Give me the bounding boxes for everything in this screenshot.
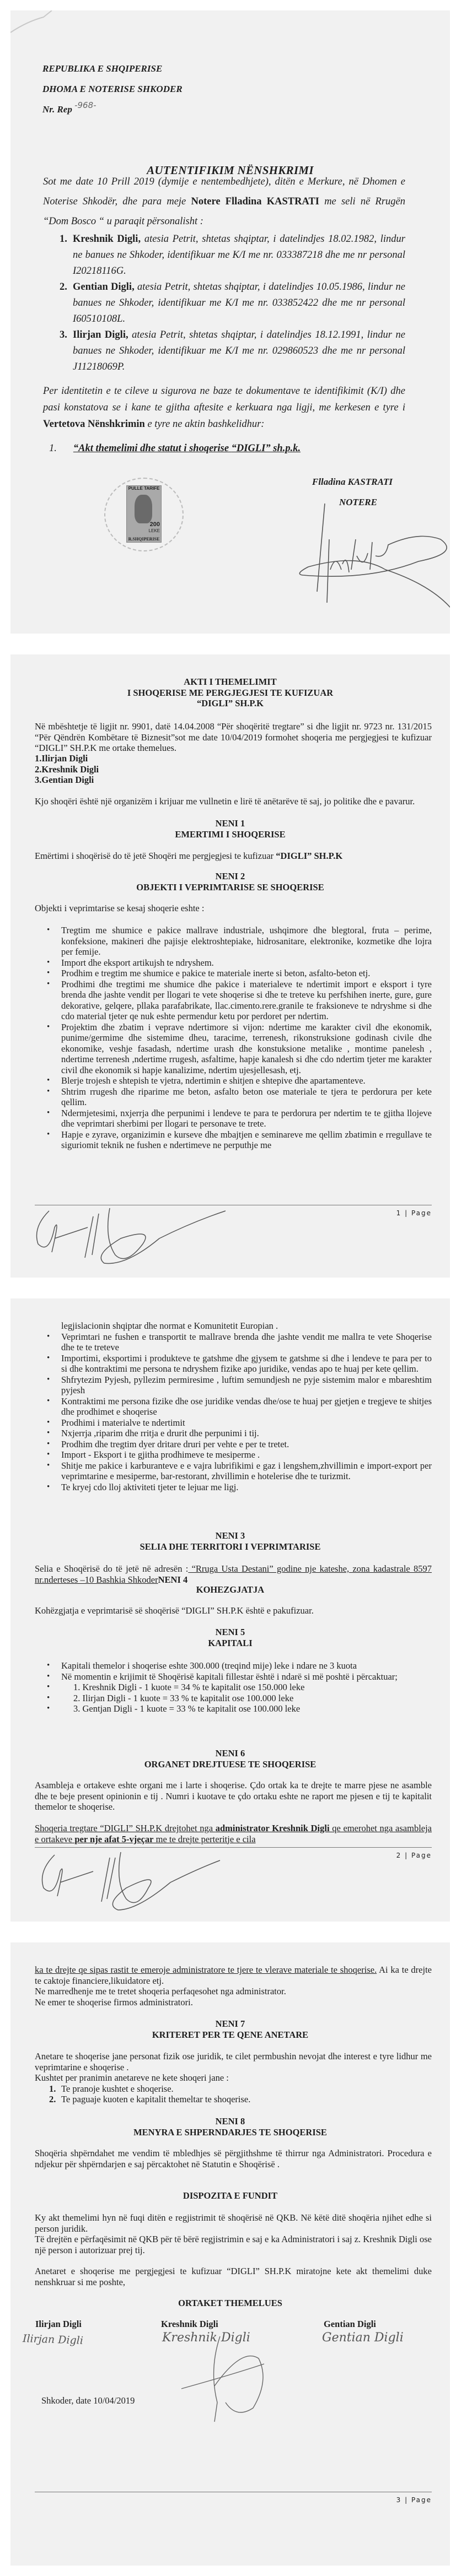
handwritten-signature-gentian: Gentian Digli [322, 2331, 404, 2345]
admin-text: ka te drejte qe sipas rastit te emeroje administratore te tjere te vlerave materiale te shoqerise. [35, 1965, 377, 1975]
verification-text: Per identitetin e te cileve u sigurova ne baze te dokumentave te identifikimit (K/I) dhe pasi konstatova se i kane te gjitha aftesite e kerkuara nga ligji, me kerkesen e tyre i [43, 386, 405, 413]
verification-paragraph [43, 383, 405, 432]
seat-address: “Rruga Usta Destani” godine nje kateshe, zona kadastrale 8597 nr.nderteses –10 Bashkia Shkoder [35, 1563, 432, 1585]
capital-item: • Në momentin e krijimit të Shoqërisë kapitali fillestar është i ndarë si më poshtë i përcaktuar; [61, 1671, 432, 1682]
notary-page [10, 10, 450, 634]
signatory-name: Gentian Digli [324, 2319, 376, 2329]
nature-paragraph: Kjo shoqëri është një organizëm i krijuar me vullnetin e lirë të anëtarëve të saj, jo politike dhe e pavarur. [35, 796, 415, 807]
activity-item: • Projektim dhe zbatim i veprave ndertimore si vijon: ndertime me karakter civil dhe ekonomik, punime/germime dhe sistemime dheu, taracime, terrenesh, rikonstruksione godinash civile dhe ekonomike, veshje fasadash, ndertime urash dhe konstuksione metalike , montime panelesh , ndertime terrenesh ,ndertime rrugesh, asfaltime, hapje kanalesh si dhe cdo ndertim tjeter me karakter civil dhe ekonomik si hapje kanalizime, ndertim ujesjellesash, etj. [61, 1022, 432, 1076]
condition-text: Te pranoje kushtet e shoqerise. [61, 2083, 174, 2094]
article-title: MENYRA E SHPERNDARJES TE SHOQERISE [133, 2126, 327, 2137]
intro-text-end: me seli në Rrugën “Dom Bosco “ u paraqit përsonalisht : [43, 196, 405, 227]
admin-text: me te drejte perteritje e cila [153, 1833, 256, 1844]
signature-flourish [176, 2336, 286, 2413]
persons-list [43, 231, 405, 375]
intro-text: Sot me date 10 Prill 2019 (dymije e nentembedhjete), ditën e Merkure, në Dhomen e Noterise Shkodër, dhe para meje [43, 176, 405, 207]
attached-act [49, 443, 301, 454]
stamp-portrait-icon [135, 495, 152, 523]
article-3-text [35, 1563, 432, 1585]
stamp-top-text: PULLE TARIFE [128, 486, 160, 491]
notary-role: NOTERE [339, 497, 377, 507]
activity-item: • Prodhim e tregtim me shumice e pakice te materiale inerte si beton, asfalto-beton etj. [61, 968, 432, 979]
condition-item [49, 2083, 432, 2095]
activity-item: • Import - Eksport i te gjitha prodhimeve te mesiperme . [61, 1449, 432, 1460]
statute-page-2 [10, 1298, 450, 1922]
representation-text: Ne marredhenje me te tretet shoqeria perfaqesohet nga administrator. [35, 1986, 286, 1996]
handwritten-signature-kreshnik: Kreshnik Digli [162, 2331, 250, 2345]
article-number: NENI 2 [215, 871, 245, 881]
person-name: Ilirjan Digli, [73, 329, 128, 340]
article-title: EMERTIMI I SHOQERISE [175, 829, 286, 840]
statute-title-line: I SHOQERISE ME PERGJEGJESI TE KUFIZUAR [127, 687, 334, 698]
company-name: “DIGLI” SH.P.K [276, 851, 343, 861]
attached-act-number: 1. [49, 443, 57, 454]
activity-item: • Importimi, eksportimi i produkteve te gatshme dhe gjysem te gatshme si dhe i lendeve te para per to si dhe kontraktimi me persona te ndryshem fizike apo juridike, vendas apo te huaj per kete qellim. [61, 1353, 432, 1374]
statute-page-3 [10, 1942, 450, 2566]
rep-number-handwritten: -968- [74, 100, 96, 110]
article-number: NENI 1 [215, 818, 245, 829]
conditions-list [35, 2083, 432, 2105]
admin-text: Ai ka te drejte te caktoje financiere,likuidatore etj. [35, 1965, 432, 1986]
activity-item: • Prodhimi i materialve te ndertimit [61, 1417, 432, 1428]
founders-list [35, 753, 432, 786]
founders-initials-signatures [27, 1205, 226, 1271]
person-item [43, 279, 405, 327]
activity-item: • Tregtim me shumice e pakice mallrave industriale, ushqimore dhe blegtoral, fruta – perime, konfeksione, makineri dhe pajisje elektroshtepiake, hidrosanitare, elektronike, kozmetike dhe lojra per femije. [61, 925, 432, 957]
capital-share-item: • 3. Gentjan Digli - 1 kuote = 33 % te kapitalit ose 100.000 leke [61, 1703, 432, 1714]
signing-text: Ne emer te shoqerise firmos administratori. [35, 1996, 193, 2007]
person-details: atesia Petrit, shtetas shqiptar, i datelindjes 18.12.1991, lindur ne banues ne Shkoder, identifikuar me K/I me nr. 029860523 dhe me nr personal J11218069P. [73, 329, 405, 372]
article-title: SELIA DHE TERRITORI I VEPRIMTARISE [140, 1541, 321, 1552]
article-7-text [35, 2051, 432, 2105]
chamber-header: DHOMA E NOTERISE SHKODER [42, 84, 183, 94]
activities-list-continued [35, 1321, 432, 1332]
page-number: 1 | Page [396, 1209, 432, 1217]
handwritten-signature-ilirjan: Ilirjan Digli [22, 2333, 84, 2347]
article-1-text [35, 851, 432, 862]
footer-rule [35, 1847, 432, 1848]
stamp-currency: LEKE [148, 528, 160, 533]
activity-item: • Kontraktimi me persona fizike dhe ose juridike vendas dhe/ose te huaj per gjetjen e tregjeve te shitjes dhe prodhimet e shoqerise [61, 1396, 432, 1417]
person-name: Gentian Digli, [73, 282, 135, 293]
verification-bold: Vertetova Nënshkrimin [43, 419, 145, 430]
rep-label: Nr. Rep [42, 104, 72, 115]
membership-text: Anetare te shoqerise jane personat fizik ose juridik, te cilet permbushin nevojat dhe interest e tyre lidhur me veprimtarine e shoqerise . [35, 2051, 432, 2072]
page-number: 2 | Page [396, 1852, 432, 1859]
person-item [43, 231, 405, 279]
signatory-name: Kreshnik Digli [161, 2319, 218, 2329]
activity-item: • Shtrim rrugesh dhe riparime me beton, asfalto beton ose materiale te tjera te perdorura per kete qellim. [61, 1086, 432, 1108]
stamp-value: 200 [149, 521, 160, 528]
notary-signature [292, 504, 450, 614]
article-3-heading [10, 1530, 450, 1552]
person-details: atesia Petrit, shtetas shqiptar, i datelindjes 18.02.1982, lindur ne banues ne Shkoder, identifikuar me K/I me nr. 033387218 dhe me nr personal I20218116G. [73, 234, 406, 277]
administrator-paragraph-continued [35, 1965, 432, 2007]
fee-stamp-label [126, 485, 162, 543]
person-number: 1. [60, 234, 67, 245]
place-and-date: Shkoder, date 10/04/2019 [41, 2395, 135, 2406]
activities-list-2 [35, 1332, 432, 1493]
republic-header: REPUBLIKA E SHQIPERISE [42, 63, 163, 74]
article-6-heading [10, 1748, 450, 1769]
person-details: atesia Petrit, shtetas shqiptar, i datelindjes 10.05.1986, lindur ne banues ne Shkoder, identifikuar me K/I me nr. 033852422 dhe me nr personal I60510108L. [73, 282, 405, 324]
final-paragraph: Anetaret e shoqerise me pergjegjesi te kufizuar “DIGLI” SH.P.K miratojne kete akt themelimi duke nenshkruar si me poshte, [35, 2266, 432, 2287]
notary-name: Flladina KASTRATI [312, 477, 393, 487]
assembly-paragraph: Asambleja e ortakeve eshte organi me i larte i shoqerise. Çdo ortak ka te drejte te marre pjese ne asamble dhe te beje present opinionin e tij . Numri i kuotave te çdo ortaku eshte ne raport me pjesen e tij te kapitalit themelor te shoqerise. [35, 1780, 432, 1812]
article-1-body: Emërtimi i shoqërisë do të jetë Shoqëri me pergjegjesi te kufizuar [35, 851, 276, 861]
article-8-heading [10, 2116, 450, 2137]
administrator-name: administrator Kreshnik Digli [215, 1823, 330, 1833]
activity-item: • Prodhimi dhe tregtimi me shumice dhe pakice i materialeve te ndertimit import e eksport i tyre brenda dhe jashte vendit per llogari te vete shoqerise si dhe te treteve ku perfshihen inerte, gure, gure dekorative, gelqere, pllaka parafabrikate, llac.cimento.rere.granile te fraksioneve te ndryshme si dhe cdo material tjeter qe nuk eshte permendur ketu por perdoret per ndertim. [61, 979, 432, 1022]
article-title: OBJEKTI I VEPRIMTARISE SE SHOQERISE [136, 881, 324, 892]
founder-item: 2.Kreshnik Digli [35, 764, 99, 775]
article-number: NENI 8 [215, 2116, 245, 2126]
stamp-bottom-text: R.SHQIPERISE [128, 537, 160, 542]
admin-text: Shoqeria tregtare “DIGLI” SH.P.K drejtohet nga [35, 1823, 216, 1833]
activity-item: • Import dhe eksport artikujsh te ndryshem. [61, 957, 432, 968]
condition-text: Te paguaje kuoten e kapitalit themeltar te shoqerise. [61, 2094, 251, 2104]
article-number: NENI 3 [215, 1530, 245, 1541]
capital-list [35, 1660, 432, 1714]
person-item [43, 327, 405, 375]
article-4-text: Kohëzgjatja e veprimtarisë së shoqërisë “DIGLI” SH.P.K është e pakufizuar. [35, 1605, 314, 1616]
activity-item: • Shfrytezim Pyjesh, pyllezim permiresime , luftim semundjesh ne pyje sistemim malor e mbareshtim pyjesh [61, 1374, 432, 1396]
activity-item: • Hapje e zyrave, organizimin e kurseve dhe mbajtjen e seminareve me qellim zbatimin e rregullave te siguriomit teknik ne fushen e ndertimeve ne perputhje me [61, 1129, 432, 1151]
document-title: AUTENTIFIKIM NËNSHKRIMI [147, 164, 314, 177]
article-title: KAPITALI [208, 1637, 253, 1648]
article-title: KRITERET PER TE QENE ANETARE [152, 2029, 309, 2040]
activity-item-continuation: legjislacionin shqiptar dhe normat e Komunitetit Europian . [61, 1321, 278, 1331]
condition-item [49, 2094, 432, 2105]
paper-fold-mark [10, 10, 60, 44]
attached-act-company: “DIGLI” sh.p.k. [231, 443, 301, 454]
person-name: Kreshnik Digli, [73, 234, 141, 245]
article-number: NENI 4 [158, 1574, 188, 1585]
activity-item: • Ndermjetesimi, nxjerrja dhe perpunimi i lendeve te para te perdorura per ndertim te te gjitha llojeve dhe veprimtari sherbimi per llogari te personave te trete. [61, 1108, 432, 1129]
attached-act-title: “Akt themelimi dhe statut i shoqerise [73, 443, 232, 454]
final-provisions [35, 2212, 432, 2287]
seat-prefix: Selia e Shoqërisë do të jetë në adresën : [35, 1563, 189, 1574]
article-number: NENI 6 [215, 1748, 245, 1758]
fee-stamp [104, 478, 184, 551]
rep-number-line [42, 100, 96, 115]
activity-item: • Nxjerrja ,riparim dhe rritja e drurit dhe perpunimi i tij. [61, 1428, 432, 1439]
final-provisions-title: DISPOZITA E FUNDIT [183, 2190, 278, 2201]
activity-item: • Veprimtari ne fushen e transportit te mallrave brenda dhe jashte vendit me mallra te vete Shoqerise dhe te te treteve [61, 1332, 432, 1353]
statute-title-line: AKTI I THEMELIMIT [184, 677, 277, 687]
capital-share-item: • 2. Ilirjan Digli - 1 kuote = 33 % te kapitalit ose 100.000 leke [61, 1693, 432, 1704]
admin-term: per nje afat 5-vjeçar [74, 1833, 154, 1844]
founder-item: 3.Gentian Digli [35, 775, 94, 785]
article-1-heading [10, 818, 450, 840]
activity-item: • Shitje me pakice i karburanteve e e vajra lubrifikimi e gaz i lengshem,zhvillimin e import-export per veprimtarine e mesiperme, bar-restorant, zhvillimin e hotelerise dhe te turizmit. [61, 1460, 432, 1482]
activity-item: • Te kryej cdo lloj aktiviteti tjeter te lejuar me ligj. [61, 1482, 432, 1493]
signatory-name: Ilirjan Digli [35, 2319, 82, 2329]
founder-item: 1.Ilirjan Digli [35, 753, 88, 764]
article-4-title: KOHEZGJATJA [196, 1584, 265, 1595]
intro-paragraph [43, 172, 405, 231]
article-5-heading [10, 1627, 450, 1648]
final-paragraph: Të drejtën e përfaqësimit në QKB për të bërë regjistrimin e saj e ka Administratori i saj z. Kreshnik Digli ose një person i autorizuar prej tij. [35, 2234, 432, 2255]
page-number: 3 | Page [396, 2496, 432, 2504]
capital-share-item: • 1. Kreshnik Digli - 1 kuote = 34 % te kapitalit ose 150.000 leke [61, 1682, 432, 1693]
person-number: 2. [60, 282, 67, 293]
statute-title-line: “DIGLI” SH.P.K [197, 698, 264, 708]
preamble: Në mbështetje të ligjit nr. 9901, datë 14.04.2008 “Për shoqëritë tregtare” si dhe ligjit nr. 9723 nr. 131/2015 “Për Qëndrën Kombëtare të Biznesit”sot me date 10/04/2019 formohet shoqeria me pergjegjesi te kufizuar “DIGLI” SH.P.K me ortake themelues. [35, 721, 432, 753]
article-2-heading [10, 871, 450, 892]
administrator-paragraph [35, 1823, 432, 1844]
signatories-title: ORTAKET THEMELUES [178, 2298, 282, 2308]
founders-initials-signatures [33, 1849, 231, 1915]
article-number: NENI 7 [215, 2018, 245, 2029]
activity-item: • Blerje trojesh e shtepish te vjetra, ndertimin e shitjen e shtepive dhe apartamenteve. [61, 1075, 432, 1086]
final-paragraph: Ky akt themelimi hyn në fuqi ditën e regjistrimit të shoqërisë në QKB. Në këtë ditë shoqëria njihet edhe si person juridik. [35, 2212, 432, 2234]
article-title: ORGANET DREJTUESE TE SHOQERISE [144, 1758, 316, 1769]
activities-list [35, 925, 432, 1151]
person-number: 3. [60, 329, 67, 340]
article-2-intro: Objekti i veprimtarise se kesaj shoqerie eshte : [35, 903, 205, 913]
capital-item: • Kapitali themelor i shoqerise eshte 300.000 (treqind mije) leke i ndare ne 3 kuota [61, 1660, 432, 1671]
condition-number: 2. [49, 2094, 56, 2104]
statute-page-1 [10, 654, 450, 1278]
verification-text-end: e tyre ne aktin bashkelidhur: [144, 419, 265, 430]
notary-name-inline: Notere Flladina KASTRATI [191, 196, 319, 207]
article-7-heading [10, 2018, 450, 2040]
conditions-intro: Kushtet per pranimin anetareve ne kete shoqeri jane : [35, 2072, 229, 2083]
activity-item: • Prodhim dhe tregtim dyer dritare druri per vehte e per te tretet. [61, 1439, 432, 1450]
admin-text: qe emerohet nga asambleja e ortakeve [35, 1823, 432, 1844]
statute-title [10, 677, 450, 709]
article-8-text: Shoqëria shpërndahet me vendim të mbledhjes së përgjithshme të thirrur nga Administratori. Procedura e ndjekur për shpërndarjen e saj përcaktohet në Statutin e Shoqërisë . [35, 2148, 432, 2169]
condition-number: 1. [49, 2083, 56, 2094]
article-number: NENI 5 [215, 1627, 245, 1637]
